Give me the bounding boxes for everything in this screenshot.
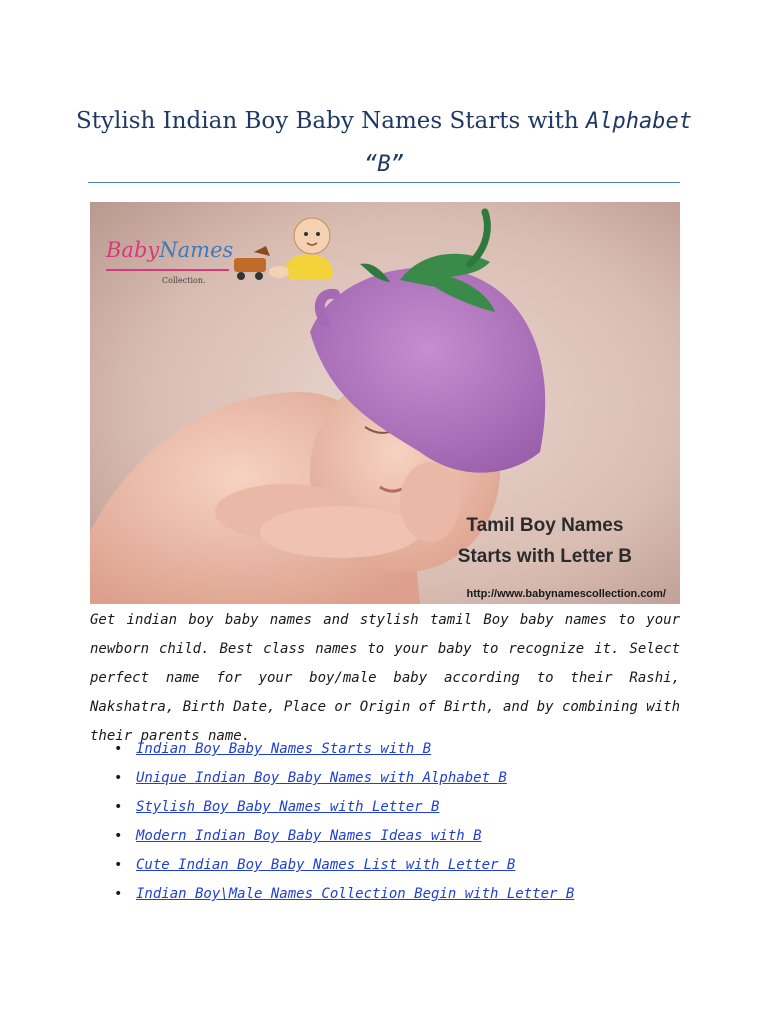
list-item <box>104 793 664 822</box>
link-item[interactable]: Stylish Boy Baby Names with Letter B <box>136 799 440 815</box>
page-title <box>60 100 708 186</box>
link-item[interactable]: Unique Indian Boy Baby Names with Alphabet B <box>136 770 507 786</box>
logo-baby: Baby <box>106 238 160 262</box>
hero-url: http://www.babynamescollection.com/ <box>466 588 666 600</box>
link-item[interactable]: Indian Boy\Male Names Collection Begin with Letter B <box>136 886 575 902</box>
logo-names: Names <box>159 238 234 262</box>
bullet-icon: • <box>114 886 123 902</box>
list-item <box>104 822 664 851</box>
bullet-icon: • <box>114 770 123 786</box>
brand-logo <box>104 210 344 292</box>
hero-caption <box>458 510 632 572</box>
hero-caption-line-1: Tamil Boy Names <box>466 515 624 536</box>
bullet-icon: • <box>114 799 123 815</box>
hero-image <box>90 202 680 604</box>
title-main: Stylish Indian Boy Baby Names Starts with <box>76 108 587 134</box>
hero-caption-line-2: Starts with Letter B <box>457 546 632 567</box>
logo-wordmark <box>106 238 233 262</box>
list-item <box>104 764 664 793</box>
list-item <box>104 880 664 909</box>
logo-subtitle: Collection. <box>162 276 206 285</box>
list-item <box>104 735 664 764</box>
title-divider <box>88 182 680 183</box>
bullet-icon: • <box>114 857 123 873</box>
link-item[interactable]: Indian Boy Baby Names Starts with B <box>136 741 432 757</box>
link-item[interactable]: Modern Indian Boy Baby Names Ideas with B <box>136 828 482 844</box>
bullet-icon: • <box>114 828 123 844</box>
link-item[interactable]: Cute Indian Boy Baby Names List with Letter B <box>136 857 516 873</box>
link-list <box>104 735 664 909</box>
title-highlight-alphabet: Alphabet <box>586 109 692 134</box>
intro-paragraph: Get indian boy baby names and stylish tamil Boy baby names to your newborn child. Best class names to your baby to recognize it. Select perfect name for your boy/male baby according to their Rashi, Nakshatra, Birth Date, Place or Origin of Birth, and by combining with their parents name. <box>90 612 681 744</box>
list-item <box>104 851 664 880</box>
title-highlight-letter: “B” <box>364 152 404 177</box>
bullet-icon: • <box>114 741 123 757</box>
